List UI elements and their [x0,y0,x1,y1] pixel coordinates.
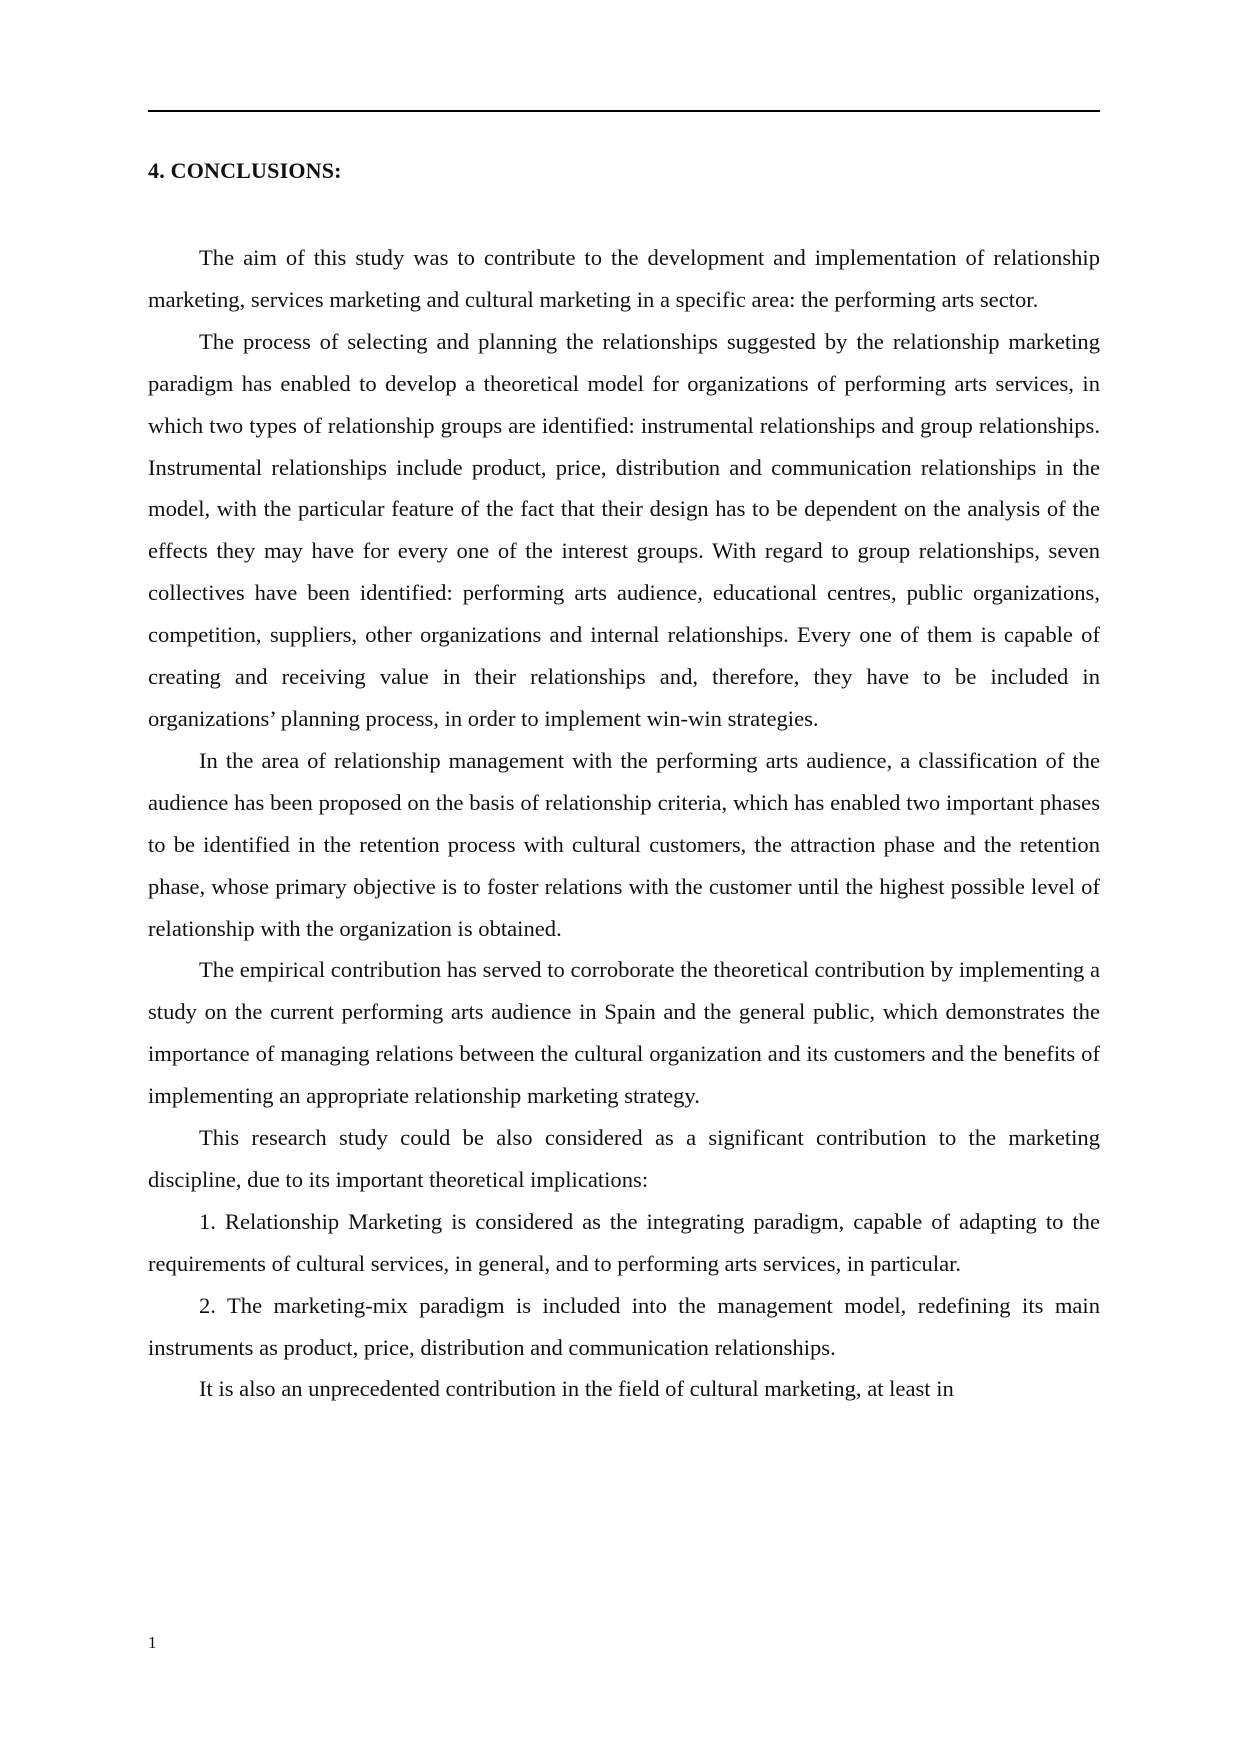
paragraph-empirical-contribution: The empirical contribution has served to corroborate the theoretical contribution by implementing a study on the current performing arts audience in Spain and the general public, which demonstrates the importance of managing relations between the cultural organization and its customers and the benefits of implementing an appropriate relationship marketing strategy. [148,957,1100,1109]
page-number: 1 [148,1633,157,1652]
list-item-implication-1: 1. Relationship Marketing is considered as the integrating paradigm, capable of adapting to the requirements of cultural services, in general, and to performing arts services, in particular. [148,1208,1100,1276]
section-heading: 4. CONCLUSIONS: [148,158,342,183]
paragraph-theoretical-implications: This research study could be also considered as a significant contribution to the marketing discipline, due to its important theoretical implications: [148,1125,1100,1192]
paragraph-aim: The aim of this study was to contribute to the development and implementation of relationship marketing, services marketing and cultural marketing in a specific area: the performing arts sector. [148,245,1100,312]
paragraph-cultural-marketing: It is also an unprecedented contribution in the field of cultural marketing, at least in [199,1376,954,1402]
paragraph-audience-classification: In the area of relationship management with the performing arts audience, a classification of the audience has been proposed on the basis of relationship criteria, which has enabled two important phases to be identified in the retention process with cultural customers, the attraction phase and the retention phase, whose primary objective is to foster relations with the customer until the highest possible level of relationship with the organization is obtained. [148,747,1100,941]
document-body [148,237,1100,1410]
paragraph-theoretical-model: The process of selecting and planning the relationships suggested by the relationship marketing paradigm has enabled to develop a theoretical model for organizations of performing arts services, in which two types of relationship groups are identified: instrumental relationships and group relationships. Instrumental relationships include product, price, distribution and communication relationships in the model, with the particular feature of the fact that their design has to be dependent on the analysis of the effects they may have for every one of the interest groups. With regard to group relationships, seven collectives have been identified: performing arts audience, educational centres, public organizations, competition, suppliers, other organizations and internal relationships. Every one of them is capable of creating and receiving value in their relationships and, therefore, they have to be included in organizations’ planning process, in order to implement win-win strategies. [148,328,1100,731]
header-rule [148,110,1100,112]
list-item-implication-2: 2. The marketing-mix paradigm is included into the management model, redefining its main instruments as product, price, distribution and communication relationships. [148,1292,1100,1360]
